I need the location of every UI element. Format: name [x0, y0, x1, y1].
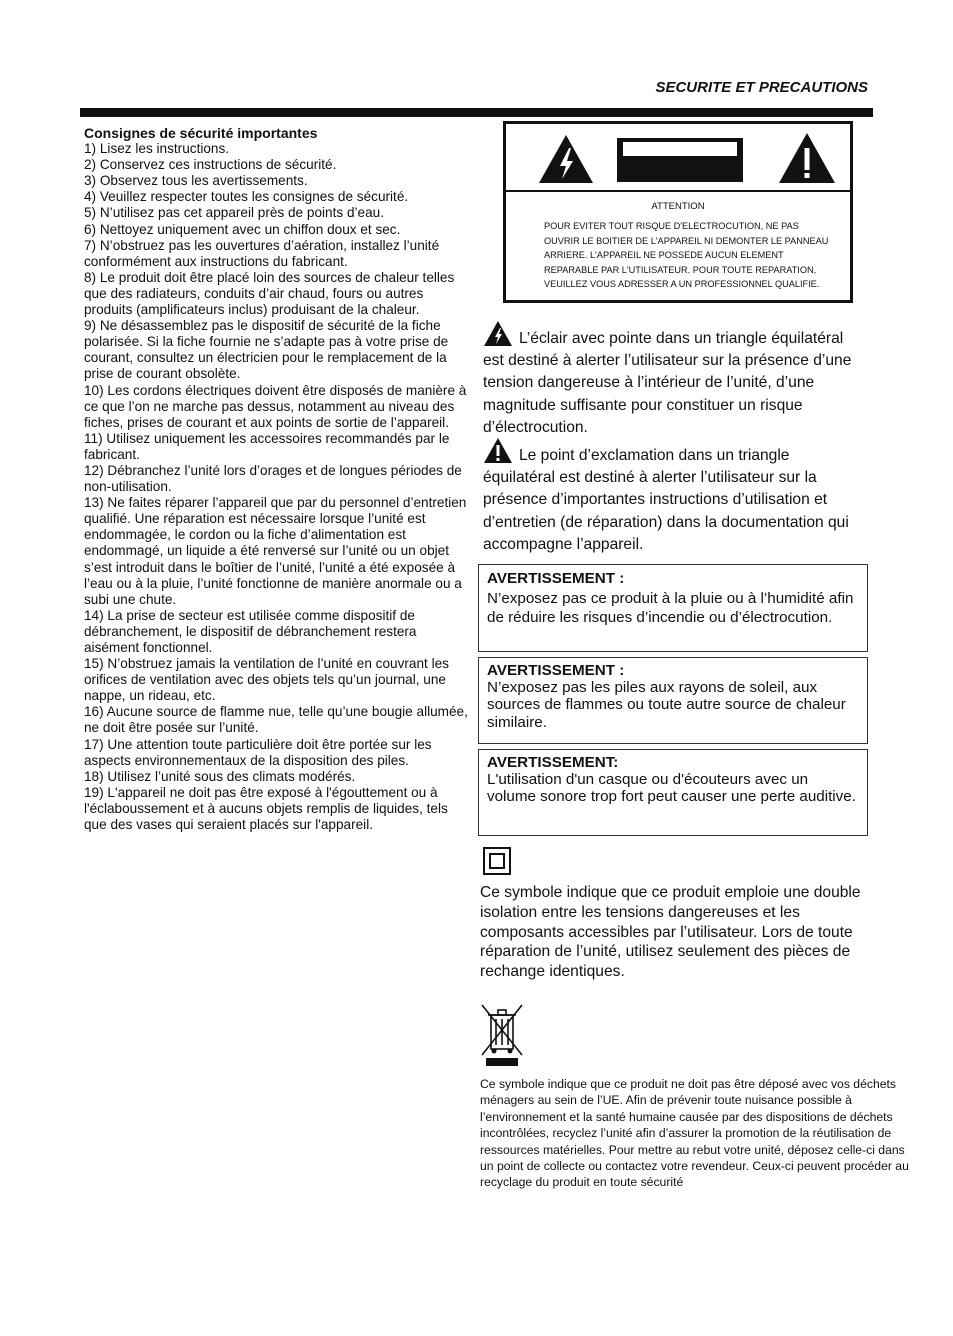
exclamation-warning-icon — [778, 132, 836, 184]
list-item: 5) N’utilisez pas cet appareil près de points d’eau. — [84, 205, 384, 221]
list-item: 1) Lisez les instructions. — [84, 141, 230, 157]
crossed-bin-icon — [480, 1001, 524, 1067]
weee-text: Ce symbole indique que ce produit ne doit pas être déposé avec vos déchets ménagers au sein de l’UE. Afin de prévenir toute nuisance possible à l’environnement et la santé humaine causée par des dispositions de déchets incontrôlées, recyclez l’unité afin d’assurer la promotion de la réutilisation de ressources matérielles. Pour mettre au rebut votre unité, déposez celle-ci dans un point de collecte ou contactez votre revendeur. Ceux-ci peuvent procéder au recyclage du produit en toute sécurité — [480, 1077, 909, 1190]
list-item: 9) Ne désassemblez pas le dispositif de sécurité de la fiche polarisée. Si la fiche fournie ne s’adapte pas à votre prise de courant, consultez un électricien pour le remplacement de la prise de courant obsolète. — [84, 318, 449, 382]
warning-title: AVERTISSEMENT : — [487, 662, 625, 679]
lightning-warning-icon — [483, 320, 513, 347]
warning-box — [478, 657, 868, 744]
caution-symbols — [506, 124, 850, 192]
caution-label — [503, 121, 853, 303]
exclamation-explanation — [483, 437, 855, 556]
list-item: 13) Ne faites réparer l’appareil que par du personnel d’entretien qualifié. Une réparation est nécessaire lorsque l’unité est endommagée, le cordon ou la fiche d’alimentation est endommagé, un liquide a été renversé sur l’unité ou un objet s’est introduit dans le boîtier de l’unité, l’unité a été exposée à l’eau ou à la pluie, l’unité fonctionne de manière anormale ou a subi une chute. — [84, 495, 467, 607]
list-item: 18) Utilisez l’unité sous des climats modérés. — [84, 768, 356, 784]
lightning-explanation — [483, 320, 855, 439]
list-item: 14) La prise de secteur est utilisée comme dispositif de débranchement, le dispositif de débranchement restera aisément fonctionnel. — [84, 607, 417, 655]
warning-box — [478, 749, 868, 836]
list-item: 7) N’obstruez pas les ouvertures d’aération, installez l’unité conformément aux instructions du fabricant. — [84, 237, 440, 269]
warning-box — [478, 564, 868, 652]
lightning-warning-icon — [538, 134, 594, 184]
list-item: 16) Aucune source de flamme nue, telle qu’une bougie allumée, ne doit être posée sur l’unité. — [84, 704, 468, 736]
list-item: 6) Nettoyez uniquement avec un chiffon doux et sec. — [84, 221, 401, 237]
warning-text: N’exposez pas ce produit à la pluie ou à l’humidité afin de réduire les risques d’incendie ou d’électrocution. — [487, 589, 854, 627]
safety-instructions — [84, 125, 474, 833]
safety-heading: Consignes de sécurité importantes — [84, 125, 318, 141]
list-item: 17) Une attention toute particulière doit être portée sur les aspects environnementaux de la disposition des piles. — [84, 736, 432, 768]
caution-black-panel — [617, 138, 743, 182]
caution-title: ATTENTION — [651, 201, 705, 212]
list-item: 12) Débranchez l’unité lors d’orages et de longues périodes de non-utilisation. — [84, 462, 462, 495]
lightning-text: L’éclair avec pointe dans un triangle équilatéral est destiné à alerter l’utilisateur sur la présence d’une tension dangereuse à l’intérieur de l’unité, d’une magnitude suffisante pour constituer un risque d’électrocution. — [483, 330, 852, 436]
list-item: 3) Observez tous les avertissements. — [84, 173, 308, 189]
list-item: 2) Conservez ces instructions de sécurité. — [84, 157, 337, 173]
list-item: 10) Les cordons électriques doivent être disposés de manière à ce que l’on ne marche pas dessus, notamment au niveau des fiches, prises de courant et aux points de sortie de l’appareil. — [84, 382, 467, 430]
exclamation-text: Le point d’exclamation dans un triangle équilatéral est destiné à alerter l’utilisateur sur la présence d’importantes instructions d’utilisation et d’entretien (de réparation) dans la documentation qui accompagne l’appareil. — [483, 447, 849, 553]
list-item: 4) Veuillez respecter toutes les consignes de sécurité. — [84, 189, 409, 205]
list-item: 19) L'appareil ne doit pas être exposé à l'égouttement ou à l'éclaboussement et à aucuns objets remplis de liquides, tels que des vases qui seraient placés sur l'appareil. — [84, 784, 448, 833]
warning-text: N’exposez pas les piles aux rayons de soleil, aux sources de flammes ou toute autre source de chaleur similaire. — [487, 679, 846, 731]
double-insulation-icon — [483, 847, 511, 875]
warning-text: L'utilisation d'un casque ou d'écouteurs avec un volume sonore trop fort peut causer une perte auditive. — [487, 771, 856, 806]
list-item: 11) Utilisez uniquement les accessoires recommandés par le fabricant. — [84, 430, 450, 462]
warning-title: AVERTISSEMENT : — [487, 570, 625, 587]
list-item: 8) Le produit doit être placé loin des sources de chaleur telles que des radiateurs, conduits d’air chaud, fours ou autres produits (amplificateurs inclus) produisant de la chaleur. — [84, 269, 455, 318]
header-rule — [80, 108, 873, 117]
double-insulation-text: Ce symbole indique que ce produit emploie une double isolation entre les tensions dangereuses et les composants accessibles par l’utilisateur. Lors de toute réparation de l’unité, utilisez seulement des pièces de rechange identiques. — [480, 884, 861, 981]
list-item: 15) N’obstruez jamais la ventilation de l’unité en couvrant les orifices de ventilation avec des objets tels qu’un journal, une nappe, un rideau, etc. — [84, 656, 449, 704]
warning-title: AVERTISSEMENT: — [487, 754, 619, 771]
caution-text: POUR EVITER TOUT RISQUE D'ELECTROCUTION, NE PAS OUVRIR LE BOITIER DE L'APPAREIL NI DEMONTER LE PANNEAU ARRIERE. L'APPAREIL NE POSSEDE AUCUN ELEMENT REPARABLE PAR L'UTILISATEUR. POUR TOUTE REPARATION, VEUILLEZ VOUS ADRESSER A UN PROFESSIONNEL QUALIFIE. — [544, 221, 829, 290]
page-title: SECURITE ET PRECAUTIONS — [655, 79, 868, 96]
exclamation-warning-icon — [483, 437, 513, 464]
